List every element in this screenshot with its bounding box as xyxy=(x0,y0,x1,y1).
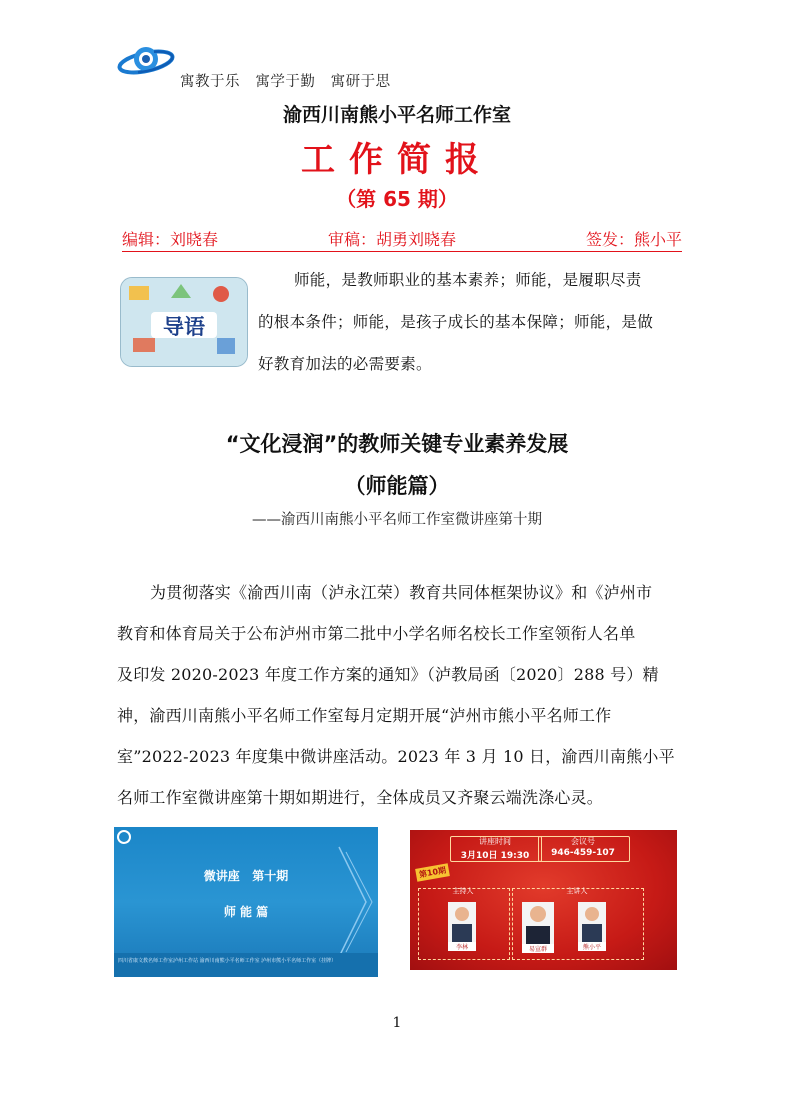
issue-number: （第 65 期） xyxy=(336,187,458,211)
time-value: 3月10日 19:30 xyxy=(460,851,530,861)
studio-name: 渝西川南熊小平名师工作室 xyxy=(282,104,511,126)
slide-line-2: 师 能 篇 xyxy=(223,905,269,919)
signer-credit: 签发：熊小平 xyxy=(585,230,682,249)
guide-image xyxy=(120,277,248,367)
reviewer-credit: 审稿：胡勇刘晓春 xyxy=(328,230,457,249)
paragraph-line: 教育和体育局关于公布泸州市第二批中小学名师名校长工作室领衔人名单 xyxy=(117,624,636,643)
meeting-label: 会议号 xyxy=(571,837,595,846)
paragraph-line: 室”2022-2023 年度集中微讲座活动。2023 年 3 月 10 日，渝西川南熊小平 xyxy=(117,747,675,766)
lecture-slide-photo xyxy=(114,827,378,977)
person-name: 熊小平 xyxy=(578,942,606,951)
guide-line: 的根本条件；师能，是孩子成长的基本保障；师能，是做 xyxy=(258,313,654,331)
lecture-poster-photo xyxy=(410,830,677,970)
guide-line: 师能，是教师职业的基本素养；师能，是履职尽责 xyxy=(294,271,642,289)
paragraph-line: 及印发 2020-2023 年度工作方案的通知》（泸教局函〔2020〕288 号）精 xyxy=(117,665,659,684)
paragraph-line: 神，渝西川南熊小平名师工作室每月定期开展“泸州市熊小平名师工作 xyxy=(117,706,612,725)
credits-line xyxy=(122,227,682,252)
speaker-portrait xyxy=(522,902,554,944)
issue-badge: 第10期 xyxy=(415,863,450,882)
article-series: ——渝西川南熊小平名师工作室微讲座第十期 xyxy=(252,512,542,528)
guide-line: 好教育加法的必需要素。 xyxy=(258,355,432,373)
slide-footer: 四川省康文教名师工作室泸州工作站 渝西川南熊小平名师工作室 泸州市熊小平名师工作室（挂牌） xyxy=(118,958,337,964)
motto: 寓教于乐 寓学于勤 寓研于思 xyxy=(180,74,391,90)
article-subtitle: （师能篇） xyxy=(344,474,450,498)
paragraph-line: 为贯彻落实《渝西川南（泸永江荣）教育共同体框架协议》和《泸州市 xyxy=(150,583,653,602)
speaker-label: 主讲人 xyxy=(566,887,588,895)
time-label: 讲座时间 xyxy=(479,837,511,846)
editor-credit: 编辑：刘晓春 xyxy=(122,230,219,249)
host-portrait xyxy=(448,902,476,942)
meeting-value: 946-459-107 xyxy=(551,848,615,858)
person-name: 易宣群 xyxy=(522,944,554,953)
slide-line-1: 微讲座 第十期 xyxy=(203,869,289,883)
guide-image-label: 导语 xyxy=(163,315,205,339)
studio-logo xyxy=(116,40,176,82)
host-label: 主持人 xyxy=(452,887,474,895)
paragraph-line: 名师工作室微讲座第十期如期进行，全体成员又齐聚云端洗涤心灵。 xyxy=(117,788,604,807)
bulletin-title: 工作简报 xyxy=(301,140,493,180)
page-number: 1 xyxy=(392,1015,402,1031)
person-name: 李林 xyxy=(448,942,476,951)
article-title: “文化浸润”的教师关键专业素养发展 xyxy=(225,432,569,456)
speaker-portrait xyxy=(578,902,606,942)
